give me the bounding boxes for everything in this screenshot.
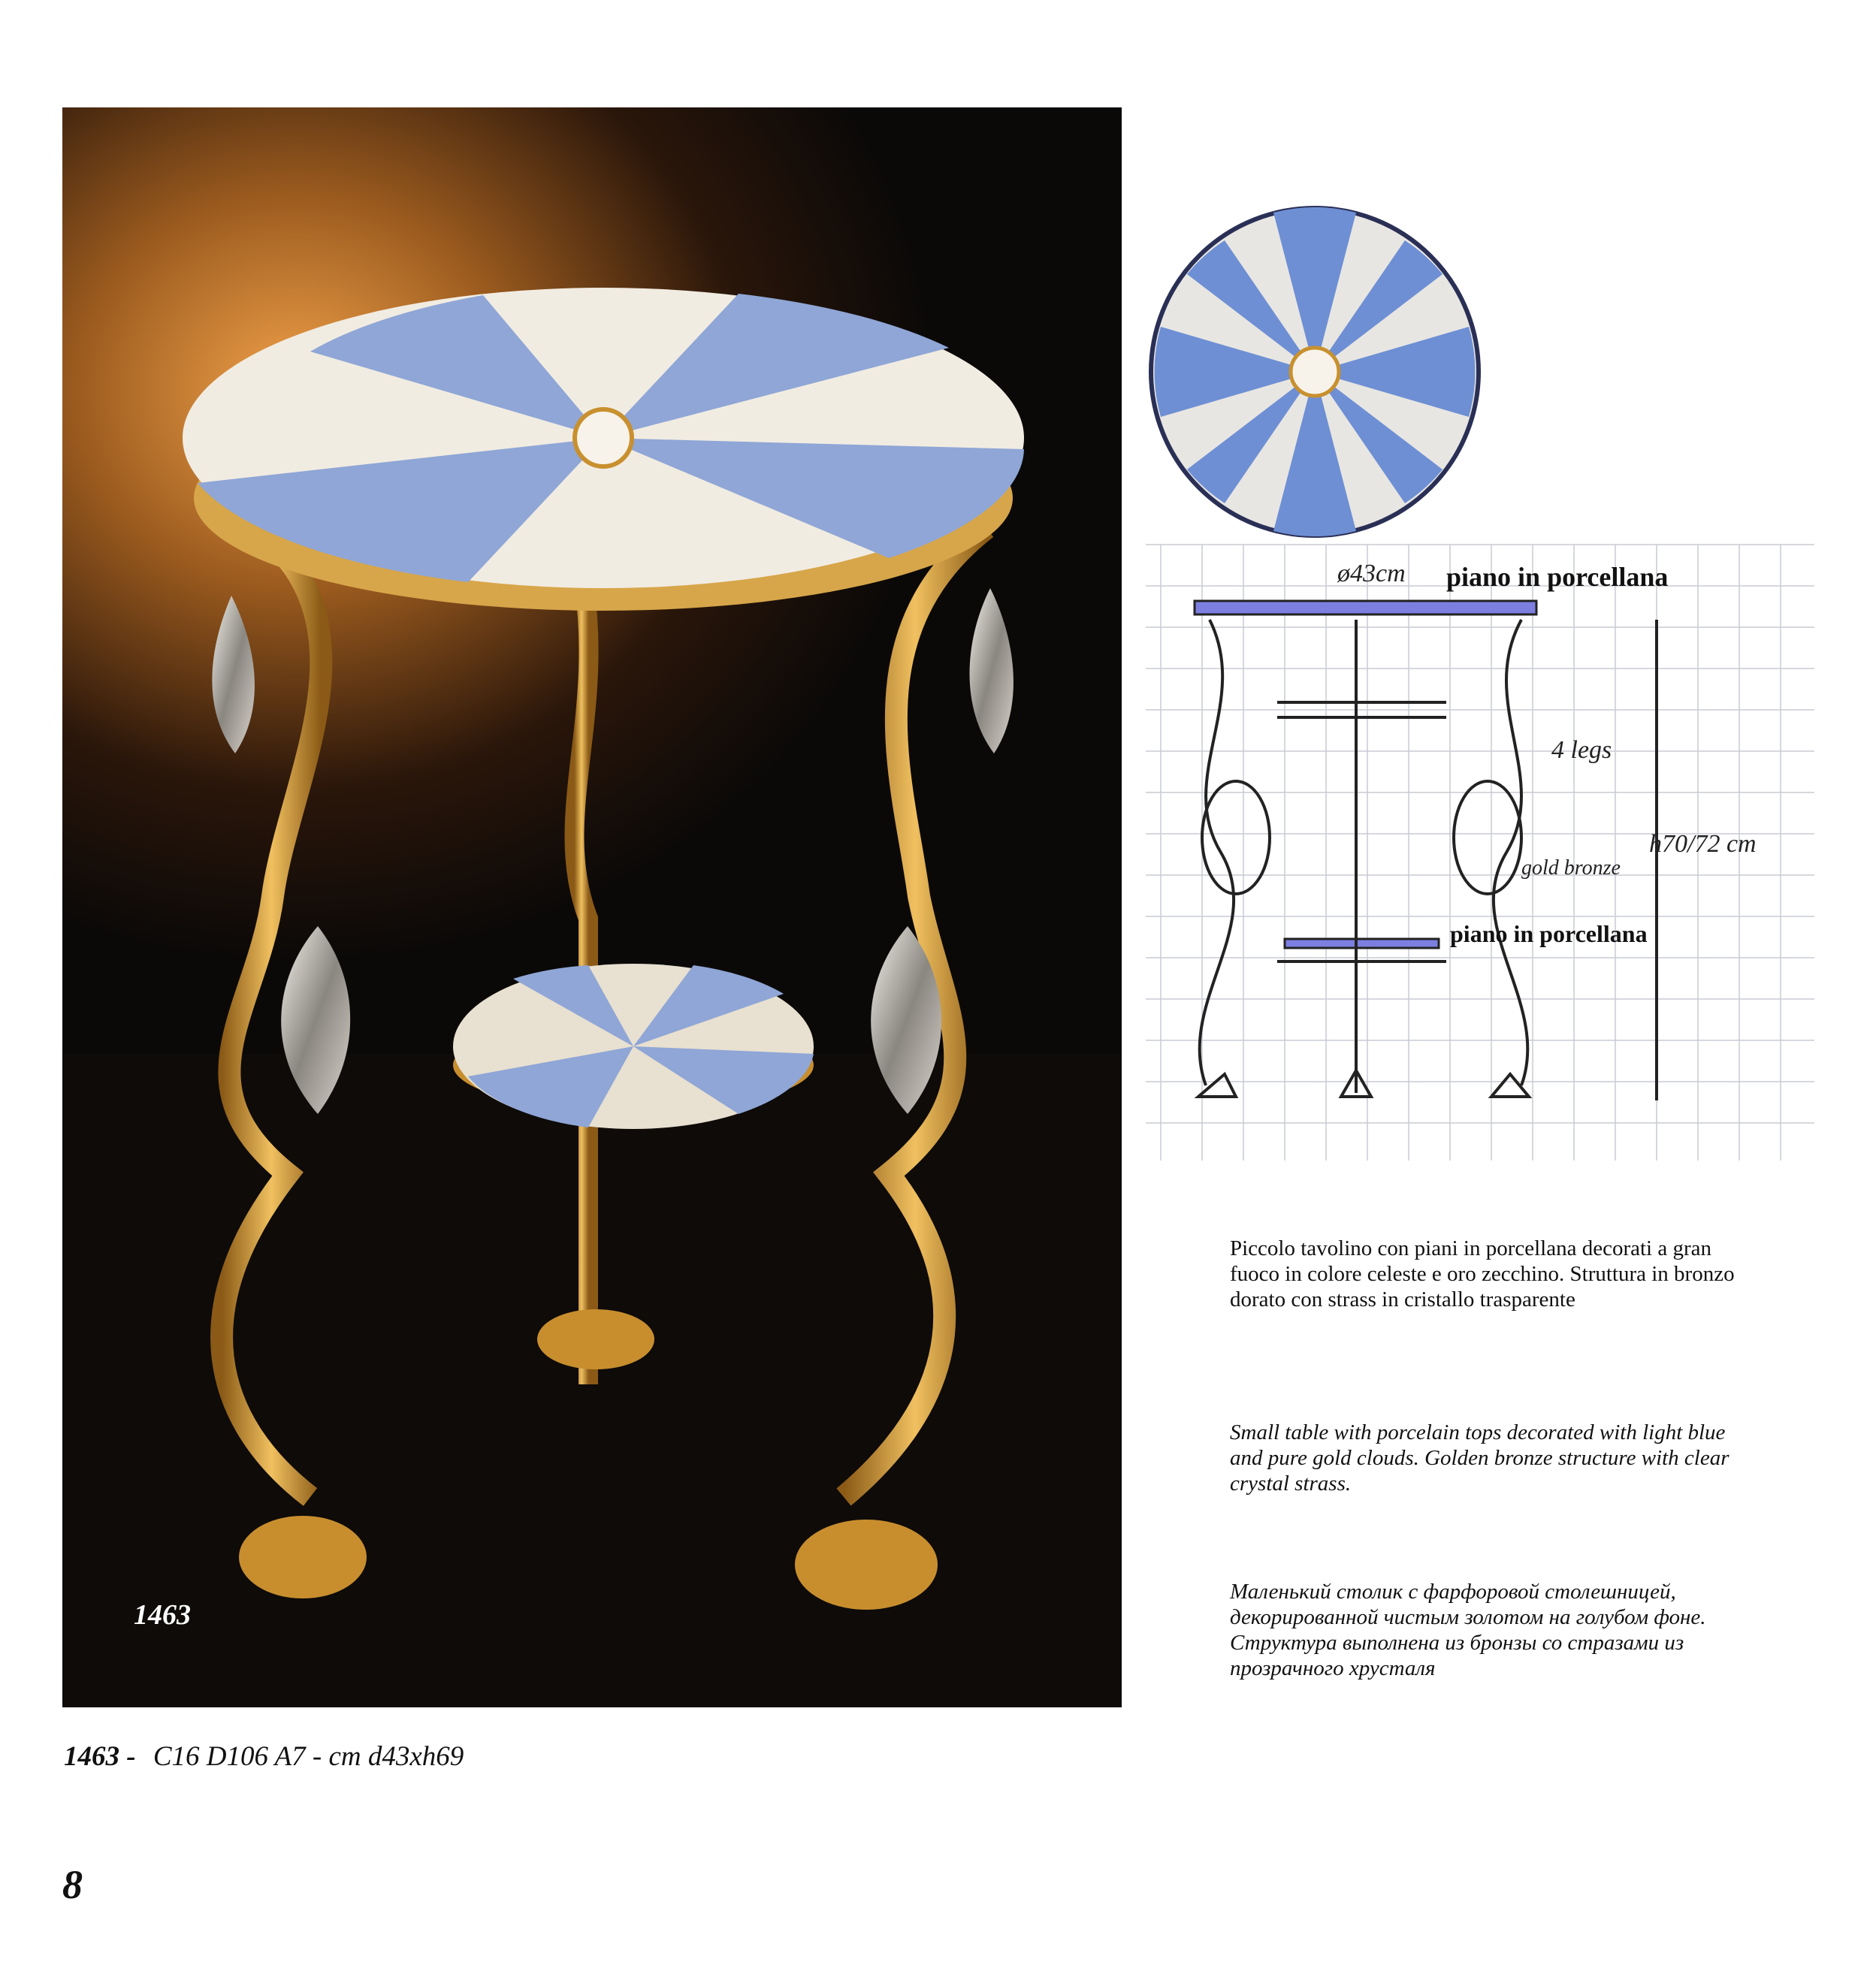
table-illustration <box>62 107 1122 1707</box>
top-label: piano in porcellana <box>1446 562 1669 592</box>
photo-model-label: 1463 <box>134 1599 191 1631</box>
material-note: gold bronze <box>1521 856 1621 880</box>
description-italian: Piccolo tavolino con piani in porcellana decorati a gran fuoco in colore celeste e oro zecchino. Struttura in bronzo dorato con strass in cristallo trasparente <box>1230 1236 1735 1312</box>
sketch-drawing <box>1146 177 1814 1161</box>
bottom-label: piano in porcellana <box>1450 920 1648 947</box>
legs-note: 4 legs <box>1551 736 1612 764</box>
page-number: 8 <box>62 1862 83 1907</box>
product-photo <box>62 107 1122 1707</box>
diameter-note: ø43cm <box>1337 560 1406 587</box>
description-english: Small table with porcelain tops decorated with light blue and pure gold clouds. Golden bronze structure with clear crystal strass. <box>1230 1420 1729 1496</box>
technical-sketch <box>1146 177 1814 1161</box>
product-caption <box>64 1740 464 1773</box>
height-note: h70/72 cm <box>1649 830 1757 858</box>
description-russian: Маленький столик с фарфоровой столешницей, декорированной чистым золотом на голубом фоне. Структура выполнена из бронзы со стразами из прозрачного хрусталя <box>1230 1580 1706 1680</box>
caption-spec: C16 D106 A7 - cm d43xh69 <box>153 1741 464 1772</box>
caption-code: 1463 - <box>64 1741 136 1772</box>
